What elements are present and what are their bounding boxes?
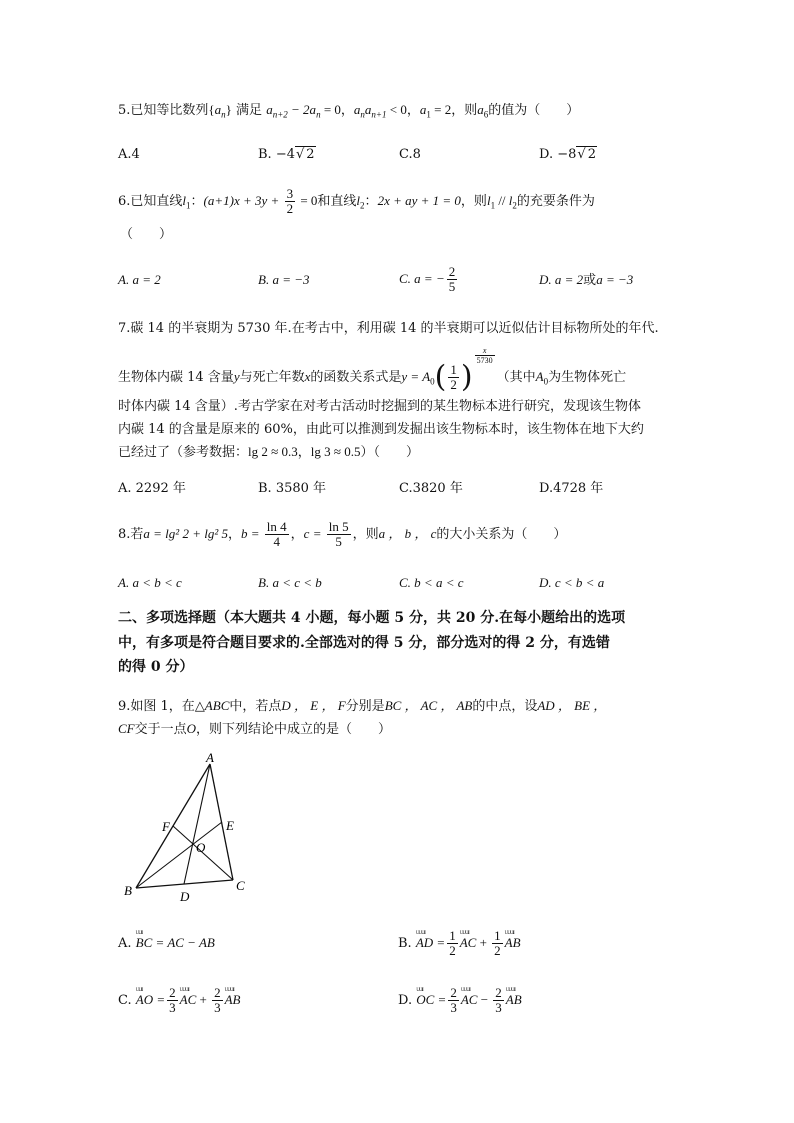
q8-option-a-text: A. a < b < c — [118, 575, 182, 590]
label-o: O — [196, 840, 206, 855]
q6-ask: 的充要条件为 — [516, 194, 595, 209]
q5-cond2b: a — [364, 102, 372, 117]
q9-option-b-frac2 — [492, 929, 503, 958]
q7-option-a-text: A. 2292 年 — [118, 481, 186, 496]
q5-cond-end: = 0 — [320, 102, 341, 117]
q9-line1-a: 9.如图 1，在 — [118, 699, 195, 714]
q9-option-b-v2: ᵁᵁᵁᴵᴵ AB — [505, 926, 521, 960]
q6-colon: ： — [190, 194, 204, 209]
q5-option-d-text: D. −8 — [539, 147, 577, 162]
q9-option-d — [398, 983, 522, 1018]
q6-par-l2: l — [508, 193, 513, 208]
q9-option-c-f1d: 3 — [169, 1000, 176, 1015]
q6-par-l2-sub: 2 — [512, 200, 517, 211]
q9-line1-b: 中，若点 — [229, 699, 282, 714]
q6-stem — [118, 186, 595, 217]
q8-option-a — [118, 574, 182, 593]
q9-option-c-v2: ᵁᵁᵁᴵᴵ AB — [225, 983, 241, 1017]
q9-option-d-f2d: 3 — [495, 1000, 502, 1015]
q9-option-d-frac1 — [448, 986, 459, 1015]
label-b: B — [124, 883, 132, 898]
q8-option-c — [399, 574, 464, 593]
q5-sep: ， — [340, 103, 354, 118]
q6-option-a — [118, 271, 161, 290]
q9-line1-c: 分别是 — [345, 699, 385, 714]
q5-option-b-rad: 2 — [306, 147, 315, 162]
q5-cond2b-sub: n+1 — [371, 109, 387, 120]
q5-option-d: D. −8√ 2 — [539, 147, 596, 162]
q9-option-c-f1n: 2 — [169, 985, 176, 1000]
q9-line1 — [118, 697, 606, 716]
q8-b-num: ln 4 — [266, 519, 287, 534]
q7-line5-a: 已经过了（参考数据： — [118, 445, 249, 460]
q9-option-c-frac1 — [167, 986, 178, 1015]
q7-line5-b: lg 2 ≈ 0.3 — [248, 444, 298, 459]
section2-line1-text: 二、多项选择题（本大题共 4 小题，每小题 5 分，共 20 分.在每小题给出的选项 — [118, 610, 626, 626]
q7-option-d-text: D.4728 年 — [539, 481, 604, 496]
q9-option-b-f1d: 2 — [449, 943, 456, 958]
q7-line2-d: （其中 — [496, 370, 536, 385]
triangle-figure — [118, 752, 258, 910]
q6-l1: l — [182, 193, 187, 208]
q6-paren — [120, 226, 172, 244]
q5-option-b: B. −4√ 2 — [258, 147, 315, 162]
q7-half — [448, 363, 459, 392]
q9-line1-d: 的中点，设 — [472, 699, 538, 714]
q8-c-num: ln 5 — [328, 519, 349, 534]
q6-l2-sub: 2 — [360, 200, 365, 211]
q8-option-b — [258, 574, 322, 593]
q6-option-d-text: D. a = 2 — [539, 272, 584, 287]
q7-line1 — [118, 320, 659, 338]
q5-a1-val: = 2 — [430, 102, 452, 117]
q9-option-c-v1: ᵁᵁᵁᴵᴵ AC — [180, 983, 197, 1017]
q5-seq: a — [214, 102, 222, 117]
q8-c-den: 5 — [335, 534, 342, 549]
q6-frac — [285, 187, 296, 216]
q6-option-a-text: A. a = 2 — [118, 272, 161, 287]
q5-ask-end: 的值为（ ） — [488, 103, 580, 118]
q7-line5 — [118, 443, 419, 462]
q9-option-b-f2d: 2 — [494, 943, 501, 958]
q5-a6-sub: 6 — [483, 109, 489, 120]
q9-option-b-frac1 — [447, 929, 458, 958]
q5-cond2-end: < 0 — [386, 102, 407, 117]
q7-exp-den: 5730 — [476, 356, 493, 365]
q5-option-c — [399, 146, 421, 164]
q7-half-num: 1 — [450, 362, 457, 377]
q5-option-a — [118, 146, 140, 164]
section2-line1 — [118, 607, 625, 629]
q8-b-frac — [265, 520, 289, 549]
q5-cond2a-sub: n — [360, 109, 365, 120]
q9-tri: △ABC — [194, 698, 230, 713]
q7-line2-b: 与死亡年数 — [239, 370, 305, 385]
q9-option-a-label: A. — [118, 936, 132, 951]
q7-option-b-text: B. 3580 年 — [258, 481, 327, 496]
q7-y: y — [233, 369, 240, 384]
q7-option-d — [539, 480, 603, 498]
q9-option-d-frac2 — [493, 986, 504, 1015]
q7-option-c-text: C.3820 年 — [399, 481, 463, 496]
q8-option-d — [539, 574, 604, 593]
q9-sides: BC ， AC ， AB — [384, 698, 473, 713]
q6-l2: l — [356, 193, 361, 208]
q8-c-pre: c = — [303, 526, 325, 541]
q8-option-b-text: B. a < c < b — [258, 575, 322, 590]
q7-line3 — [118, 398, 641, 416]
q5-cond2-sub: n — [316, 109, 321, 120]
q6-option-d-post: a = −3 — [596, 272, 634, 287]
q9-option-c — [118, 983, 240, 1018]
q7-line5-d: lg 3 ≈ 0.5 — [310, 444, 361, 459]
q6-option-d-mid: 或 — [583, 273, 597, 288]
q8-ask-b: 的大小关系为（ ） — [436, 527, 567, 542]
q5-seq-sub: n — [221, 109, 226, 120]
section2-line2-text: 中，有多项是符合题目要求的.全部选对的得 5 分，部分选对的得 2 分，有选错 — [118, 635, 610, 651]
q6-option-d — [539, 271, 633, 290]
q5-cond1-sub: n+2 — [272, 109, 288, 120]
q8-b-den: 4 — [273, 534, 280, 549]
q5-stem-text: 5.已知等比数列 — [118, 103, 209, 118]
q7-A0: A — [535, 369, 544, 384]
q6-option-c-den: 5 — [448, 279, 456, 294]
q5-a6: a — [477, 102, 484, 117]
q7-A0-sub: 0 — [543, 376, 549, 387]
q5-stem: 5.已知等比数列$\{a_n\}$ 满足 $a_{n+2} - 2a_n = 0$，$a_na_{n+1} < 0$，$a_1 = 2$，则$a_6$的值为（ ） — [118, 102, 580, 120]
q7-line3-text: 时体内碳 14 含量）.考古学家在对考古活动时挖掘到的某生物标本进行研究，发现该生物体 — [118, 399, 641, 414]
q6-colon2: ： — [364, 194, 378, 209]
q9-option-d-f2n: 2 — [495, 985, 502, 1000]
q5-cond2a: a — [353, 102, 361, 117]
q7-line2-c: 的函数关系式是 — [310, 370, 402, 385]
q7-line5-c: ， — [297, 445, 311, 460]
q7-exp-num: x — [475, 346, 495, 356]
q8-sep2: ， — [290, 527, 304, 542]
label-a: A — [206, 752, 214, 765]
q8-sep1: ， — [227, 527, 241, 542]
q6-option-c-frac — [447, 265, 458, 294]
q6-l1-sub: 1 — [186, 200, 191, 211]
q7-line4 — [118, 421, 644, 439]
q9-line2 — [118, 720, 391, 739]
q6-option-b — [258, 271, 310, 290]
q7-formula-sub: 0 — [430, 376, 435, 387]
q8-pre: 8.若 — [118, 527, 144, 542]
q9-line2-a: CF — [118, 721, 135, 736]
q5-a1: a — [419, 102, 427, 117]
section2-line3-text: 的得 0 分） — [118, 659, 194, 675]
q9-line2-c: ，则下列结论中成立的是（ ） — [196, 722, 392, 737]
q7-option-a — [118, 480, 186, 498]
label-e: E — [226, 818, 234, 833]
q9-option-c-f2n: 2 — [214, 985, 221, 1000]
q9-option-a — [118, 934, 215, 953]
q9-option-b-f1n: 1 — [449, 928, 456, 943]
q9-option-d-f1n: 2 — [450, 985, 457, 1000]
q6-then: ，则 — [460, 194, 487, 209]
q7-line2-e: 为生物体死亡 — [548, 370, 627, 385]
q9-option-d-v2: ᵁᵁᵁᴵᴵ AB — [506, 983, 522, 1017]
q8-c-frac — [327, 520, 351, 549]
q5-option-a-text: A.4 — [118, 147, 140, 162]
q6-option-c-text: C. a = − — [399, 271, 445, 286]
section2-line3 — [118, 656, 194, 678]
q5-ask: ，则 — [451, 103, 478, 118]
q9-option-d-v1: ᵁᵁᵁᴵᴵ AC — [461, 983, 478, 1017]
q9-option-b — [398, 926, 521, 961]
q8-option-d-text: D. c < b < a — [539, 575, 605, 590]
q5-option-d-rad: 2 — [587, 147, 596, 162]
q9-O: O — [186, 721, 197, 736]
q5-option-c-text: C.8 — [399, 147, 421, 162]
q6-eq1-b: = 0 — [297, 193, 318, 208]
q5-cond1: a — [266, 102, 273, 117]
q9-pts: D ， E ， F — [281, 698, 346, 713]
q9-option-c-label: C. — [118, 993, 132, 1008]
q6-stem-text: 6.已知直线 — [118, 194, 183, 209]
q8-option-c-text: C. b < a < c — [399, 575, 464, 590]
q9-option-c-frac2 — [212, 986, 223, 1015]
label-f: F — [162, 819, 170, 834]
q7-exponent — [475, 346, 495, 365]
q6-and: 和直线 — [317, 194, 357, 209]
q7-formula-pre: y = A — [401, 369, 431, 384]
q6-eq1-a: (a+1)x + 3y + — [203, 193, 283, 208]
q9-segs: AD ， BE ， — [537, 698, 607, 713]
q6-par-l1: l — [486, 193, 491, 208]
q7-x: x — [304, 369, 311, 384]
q5-stem-text2: 满足 — [236, 103, 263, 118]
q6-option-c-num: 2 — [448, 264, 456, 279]
q6-eq2: 2x + ay + 1 = 0 — [377, 193, 461, 208]
q8-ask-vars: a ， b ， c — [378, 526, 437, 541]
q9-option-b-f2n: 1 — [494, 928, 501, 943]
q9-option-c-f2d: 3 — [214, 1000, 221, 1015]
q9-option-c-lhs: ᵁᵁᴵᴵ AO = — [136, 983, 165, 1017]
label-c: C — [236, 878, 245, 893]
q7-line2-a: 生物体内碳 14 含量 — [118, 370, 234, 385]
q7-line4-text: 内碳 14 的含量是原来的 60%，由此可以推测到发掘出该生物标本时，该生物体在地下大约 — [118, 422, 644, 437]
q6-paren-text: （ ） — [120, 227, 173, 242]
q8-a-expr: a = lg² 2 + lg² 5 — [143, 526, 228, 541]
q7-line2: 生物体内碳 14 含量y与死亡年数x的函数关系式是$y = A_0$( $\frac{1}{2}$ ) $\frac{x}{5730}$ （其中$A_0$为生物体死亡 — [118, 346, 627, 395]
section2-line2 — [118, 632, 610, 654]
q5-sep2: ， — [406, 103, 420, 118]
q9-option-b-op: + — [476, 935, 491, 950]
q8-ask-a: ，则 — [352, 527, 379, 542]
q5-a1-sub: 1 — [426, 109, 431, 120]
q9-option-b-lhs: ᵁᵁᵁᴵᴵ AD = — [416, 926, 445, 960]
q8-stem — [118, 517, 566, 552]
q9-option-b-v1: ᵁᵁᵁᴵᴵ AC — [460, 926, 477, 960]
q9-line2-b: 交于一点 — [134, 722, 187, 737]
q9-option-d-f1d: 3 — [450, 1000, 457, 1015]
q9-option-d-label: D. — [398, 993, 413, 1008]
q9-option-b-label: B. — [398, 936, 412, 951]
median-ad — [184, 764, 210, 884]
q5-cond-mid: − 2a — [287, 102, 317, 117]
q9-option-d-op: − — [477, 992, 492, 1007]
q7-line5-e: ）（ ） — [360, 445, 420, 460]
q7-half-den: 2 — [450, 377, 457, 392]
q7-line1-text: 7.碳 14 的半衰期为 5730 年.在考古中，利用碳 14 的半衰期可以近似估计目标物所处的年代. — [118, 321, 659, 336]
q6-option-b-text: B. a = −3 — [258, 272, 310, 287]
q6-par-l1-sub: 1 — [490, 200, 496, 211]
q5-option-b-text: B. −4 — [258, 147, 295, 162]
q6-frac-num: 3 — [286, 186, 294, 201]
q6-option-c — [399, 262, 459, 297]
label-d: D — [180, 889, 190, 904]
q9-option-d-lhs: ᵁᵁᴵᴵ OC = — [416, 983, 446, 1017]
q7-option-c — [399, 480, 463, 498]
q8-b-pre: b = — [241, 526, 263, 541]
q9-option-a-expr: ᵁᵁᴵᴵ BC = AC − AB — [136, 934, 215, 952]
q9-option-c-op: + — [196, 992, 211, 1007]
q6-par: // — [495, 193, 509, 208]
q6-frac-den: 2 — [286, 201, 294, 216]
q7-option-b — [258, 480, 326, 498]
